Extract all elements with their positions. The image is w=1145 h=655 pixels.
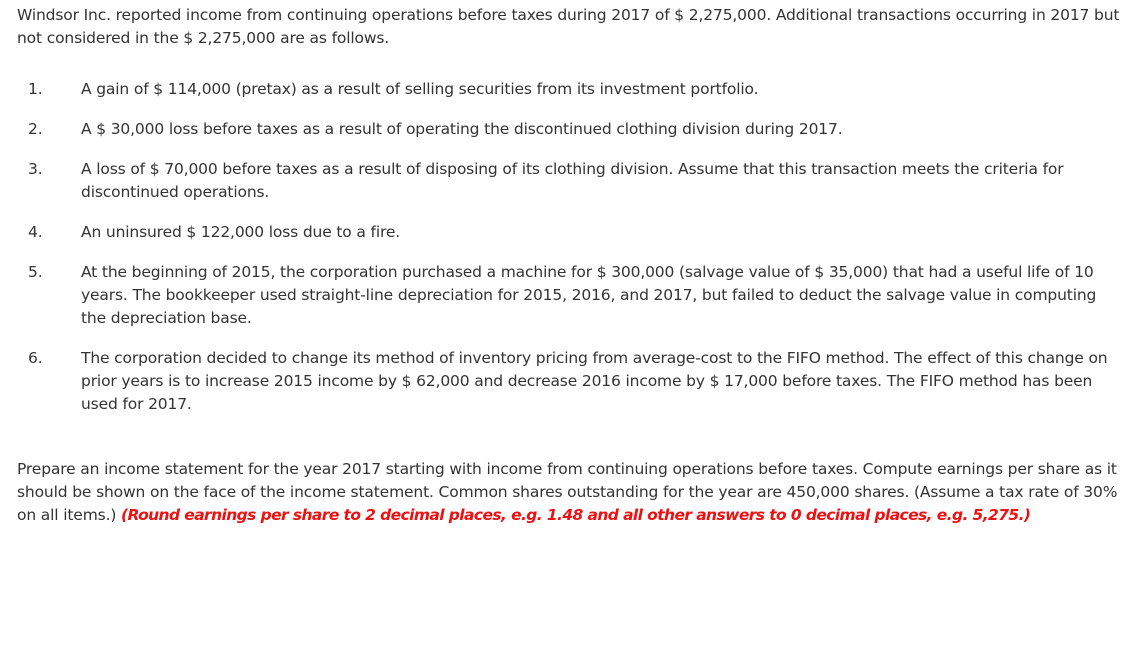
transaction-item (17, 78, 1125, 101)
item-number: 3. (28, 160, 43, 178)
item-text: A $ 30,000 loss before taxes as a result of operating the discontinued clothing division during 2017. (81, 120, 843, 138)
instructions-paragraph (17, 458, 1127, 527)
item-text: At the beginning of 2015, the corporation purchased a machine for $ 300,000 (salvage value of $ 35,000) that had a useful life of 10 years. The bookkeeper used straight-line depreciation for 2015, 2016, and 2017, but failed to deduct the salvage value in computing the depreciation base. (81, 263, 1097, 327)
item-number: 5. (28, 263, 43, 281)
item-text: A gain of $ 114,000 (pretax) as a result of selling securities from its investment portfolio. (81, 80, 759, 98)
item-text: The corporation decided to change its method of inventory pricing from average-cost to the FIFO method. The effect of this change on prior years is to increase 2015 income by $ 62,000 and decrease 2016 income by $ 17,000 before taxes. The FIFO method has been used for 2017. (81, 349, 1108, 413)
problem-intro: Windsor Inc. reported income from continuing operations before taxes during 2017 of $ 2,275,000. Additional transactions occurring in 2017 but not considered in the $ 2,275,000 are as follows. (17, 6, 1120, 47)
transaction-item (17, 261, 1125, 330)
item-number: 2. (28, 120, 43, 138)
item-number: 4. (28, 223, 43, 241)
item-number: 6. (28, 349, 43, 367)
item-text: An uninsured $ 122,000 loss due to a fire. (81, 223, 401, 241)
transaction-list (17, 78, 1125, 416)
transaction-item (17, 347, 1125, 416)
rounding-instruction: (Round earnings per share to 2 decimal places, e.g. 1.48 and all other answers to 0 decimal places, e.g. 5,275.) (121, 506, 1031, 524)
transaction-item (17, 221, 1125, 244)
instructions-text: Prepare an income statement for the year 2017 starting with income from continuing operations before taxes. Compute earnings per share as it should be shown on the face of the income statement. Common shares outstanding for the year are 450,000 shares. (Assume a tax rate of 30% on all items.) (17, 460, 1118, 524)
transaction-item (17, 158, 1125, 204)
item-number: 1. (28, 80, 43, 98)
transaction-item (17, 118, 1125, 141)
item-text: A loss of $ 70,000 before taxes as a result of disposing of its clothing division. Assume that this transaction meets the criteria for discontinued operations. (81, 160, 1064, 201)
